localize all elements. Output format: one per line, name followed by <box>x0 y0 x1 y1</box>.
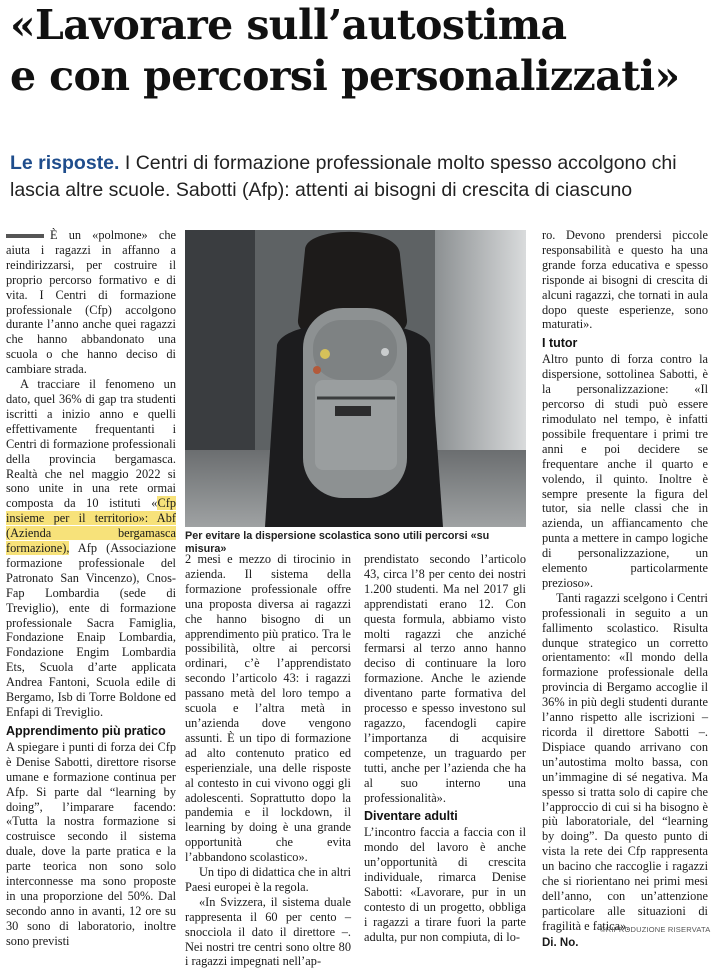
paragraph: «In Svizzera, il sistema duale rappresenta il 60 per cento – snocciola il dato il direttore –. Nei nostri tre centri sono oltre 80 i ragazzi impegnati nell’ap- <box>185 894 351 969</box>
paragraph: Altro punto di forza contro la dispersione, sottolinea Sabotti, è la personalizzazione: «Il percorso di studi può essere rimodulato nel tempo, è infatti possibile frequentare i primi tre anni e poi decidere se frequentare anche il quarto e volendo, il quinto. Inoltre è sempre presente la figura del tutor, sia nelle classi che in azienda, un affiancamento che punta a mettere in campo logiche di personalizzazione, un elemento particolarmente prezioso». <box>542 352 708 590</box>
paragraph: L’incontro faccia a faccia con il mondo del lavoro è anche un’opportunità di crescita individuale, rimarca Denise Sabotti: «Lavorare, pur in un contesto di un progetto, obbliga i ragazzi a tirare fuori la parte adulta, pur non compiuta, di lo- <box>364 825 526 944</box>
subheadline-text: I Centri di formazione professionale molto spesso accolgono chi lascia altre scuole. Sabotti (Afp): attenti ai bisogni di crescita di ciascuno <box>10 152 677 201</box>
paragraph: A spiegare i punti di forza dei Cfp è Denise Sabotti, direttore risorse umane e formazione continua per Afp. Si parte dal “learning by doing”, l’imparare facendo: «Tutta la nostra formazione si costruisce secondo il sistema duale, dove la parte pratica e la parte teorica non sono solo interconnesse ma sono proposte in una proporzione del 50%. Dal secondo anno in avanti, 12 ore su 30 sono di laboratorio, inoltre sono previsti <box>6 739 176 948</box>
section-heading: I tutor <box>542 336 578 351</box>
student-backpack-photo-icon <box>185 230 526 527</box>
paragraph: È un «polmone» che aiuta i ragazzi in affanno a reindirizzarsi, per costruire il proprio percorso formativo e di vita. I Centri di formazione professionale (Cfp) accolgono durante l’anno anche quei ragazzi che hanno abbandonato una scuola o che hanno deciso di cambiare strada. <box>6 228 176 377</box>
article-column-3 <box>364 552 526 945</box>
paragraph: Un tipo di didattica che in altri Paesi europei è la regola. <box>185 865 351 894</box>
section-heading: Apprendimento più pratico <box>6 723 166 738</box>
headline <box>10 0 710 102</box>
photo-caption: Per evitare la dispersione scolastica sono utili percorsi «su misura» <box>185 530 490 555</box>
paragraph: Tanti ragazzi scelgono i Centri professionali in seguito a un fallimento scolastico. Risulta dunque strategico un corretto orientamento: «Il mondo della formazione professionale della provincia di Bergamo accoglie il 36% in più degli studenti durante l’anno rispetto alle iscrizioni – ricorda il direttore Sabotti –. Dispiace quando arrivano con un’autostima molto bassa, con un’immagine di sé negativa. Ma spesso si tratta solo di capire che l’approccio di cui si ha bisogno è più laboratoriale, del “learning by doing”. Da questo punto di vista la rete dei Cfp rappresenta un bacino che raccoglie i ragazzi che si riorientano nei primi mesi dell’anno, con un’attenzione particolare alle situazioni di fragilità e fatica». <box>542 590 708 933</box>
section-heading: Diventare adulti <box>364 809 458 824</box>
copyright-notice: ©RIPRODUZIONE RISERVATA <box>600 925 711 934</box>
subheadline-lead: Le risposte. <box>10 152 120 174</box>
lead-dash-icon <box>6 234 44 238</box>
article-column-4 <box>542 228 711 951</box>
paragraph: ro. Devono prendersi piccole responsabilità e questo ha una grande forza educativa e spesso risponde ai bisogni di crescita di alcuni ragazzi, che tornati in aula dopo queste esperienze, sono maturati». <box>542 228 708 332</box>
paragraph: prendistato secondo l’articolo 43, circa l’8 per cento dei nostri 1.200 studenti. Ma nel 2017 gli apprendistati erano 12. Con questa formula, abbiamo visto molti ragazzi che anziché fermarsi al terzo anno hanno deciso di continuare la loro formazione. Anche le aziende diventano parte formativa del processo e spesso investono sul ragazzo, facendogli capire l’importanza di acquisire competenze, un traguardo per tutti, anche per l’azienda che ha al suo interno una professionalità». <box>364 552 526 805</box>
paragraph: 2 mesi e mezzo di tirocinio in azienda. Il sistema della formazione professionale offre una proposta diversa ai ragazzi che hanno bisogno di un apprendimento più pratico. Tra le possibilità, oltre ai percorsi ordinari, c’è l’apprendistato secondo l’articolo 43: i ragazzi passano metà del loro tempo a scuola e l’altra metà in un’azienda dove vengono assunti. È un tipo di formazione ad alto contenuto pratico ed esperienziale, una delle risposte al contesto in cui vivono oggi gli adolescenti. Soprattutto dopo la pandemia e il lockdown, il learning by doing è una grande opportunità che evita l’abbandono scolastico». <box>185 552 351 865</box>
paragraph: A tracciare il fenomeno un dato, quel 36% di gap tra studenti iscritti a inizio anno e quelli effettivamente frequentanti i Centri di formazione professionali della provincia bergamasca. Realtà che nel maggio 2022 si sono unite in una rete ormai composta da 10 istituti «Cfp insieme per il territorio»: Abf (Azienda bergamasca formazione), Afp (Associazione formazione professionale del Patronato San Vincenzo), Cnos-Fap Lombardia (sede di Treviglio), ente di formazione professionale Sacra Famiglia, Fondazione Enaip Lombardia, Fondazione Engim Lombardia Ets, Scuola d’arte applicata Andrea Fantoni, Scuola edile di Bergamo, Isb di Torre Boldone ed Enfapi di Treviglio. <box>6 377 176 719</box>
article-photo <box>185 230 526 527</box>
highlighted-text: Cfp insieme per il territorio»: Abf (Azienda bergamasca formazione), <box>6 496 176 556</box>
headline-line-2: e con percorsi personalizzati» <box>10 52 680 100</box>
subheadline <box>10 150 710 204</box>
article-column-2 <box>185 552 351 969</box>
author-signature: Di. No. <box>542 936 579 949</box>
article-column-1 <box>6 228 176 949</box>
headline-line-1: «Lavorare sull’autostima <box>10 1 567 49</box>
